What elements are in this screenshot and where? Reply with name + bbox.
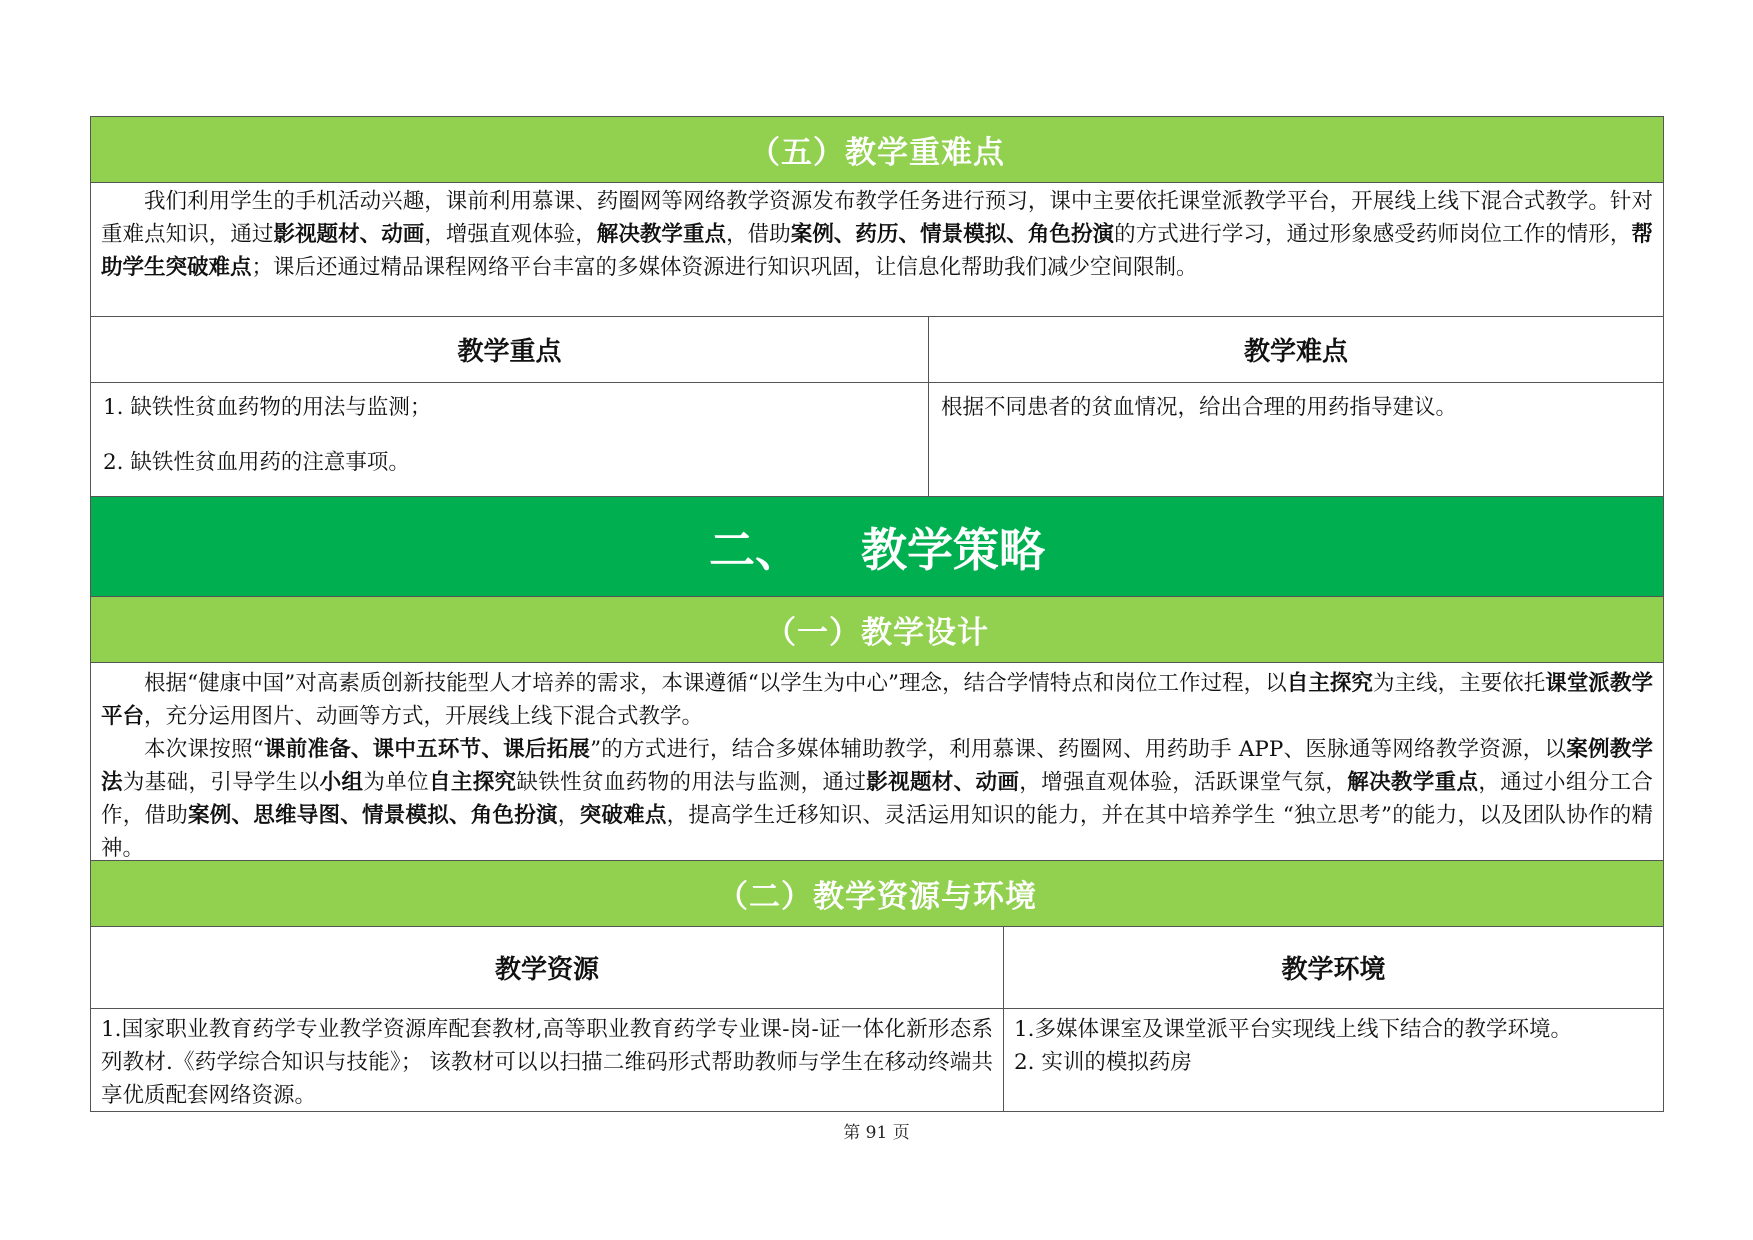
body-text: 为基础，引导学生以 [122, 770, 320, 795]
emphasis-text: 自主探究 [1286, 671, 1373, 696]
chapter2-title-bar [91, 497, 1663, 597]
section2-title-bar [91, 861, 1663, 927]
chapter2-title: 教学策略 [861, 522, 1045, 577]
environment-list [1004, 1009, 1663, 1111]
key-point-item: 1. 缺铁性贫血药物的用法与监测； [103, 395, 432, 420]
emphasis-text: 影视题材、动画 [273, 222, 425, 247]
chapter2-number: 二、 [709, 522, 801, 577]
environment-header: 教学环境 [1281, 955, 1386, 985]
body-text: ， [557, 803, 580, 828]
section1-title: （一）教学设计 [765, 615, 989, 651]
body-text: 本次课按照“ [144, 737, 264, 762]
environment-item: 1.多媒体课室及课堂派平台实现线上线下结合的教学环境。 [1014, 1017, 1573, 1042]
key-points-header: 教学重点 [91, 317, 929, 382]
body-text: 根据“健康中国”对高素质创新技能型人才培养的需求，本课遵循“以学生为中心”理念，结合学情特点和岗位工作过程，以 [144, 671, 1287, 696]
body-text: 我们利用学生的手机活动兴趣，课前利用慕课、药圈网等网络教学资源发布教学任务进行预习，课中主要依托课堂派教学平台，开展线上线下混合式教学。针对重难点知识，通过 [101, 189, 1653, 247]
section1-title-bar [91, 597, 1663, 663]
body-text: ，通过小组分工合作，借助 [101, 770, 1653, 828]
body-text: ，增强直观体验， [424, 222, 597, 247]
body-text: ，借助 [726, 222, 791, 247]
emphasis-text: 小组 [319, 770, 364, 795]
difficulty-text: 根据不同患者的贫血情况，给出合理的用药指导建议。 [941, 395, 1458, 420]
emphasis-text: 解决教学重点 [1347, 770, 1479, 795]
section5-column-headers [91, 317, 1663, 383]
body-text: ，提高学生迁移知识、灵活运用知识的能力，并在其中培养学生 “独立思考”的能力，以及团队协作的精神。 [101, 803, 1653, 861]
section5-intro-text [101, 185, 1653, 284]
section5-intro [91, 183, 1663, 317]
resources-text: 1.国家职业教育药学专业教学资源库配套教材,高等职业教育药学专业课-岗-证一体化新形态系列教材.《药学综合知识与技能》； 该教材可以以扫描二维码形式帮助教师与学生在移动终端共享优质配套网络资源。 [91, 1009, 1004, 1111]
environment-item: 2. 实训的模拟药房 [1014, 1050, 1192, 1075]
emphasis-text: 课前准备、课中五环节、课后拓展 [263, 737, 591, 762]
page-number: 第 91 页 [843, 1123, 910, 1143]
emphasis-text: 突破难点 [579, 803, 667, 828]
key-point-item: 2. 缺铁性贫血用药的注意事项。 [103, 450, 410, 475]
emphasis-text: 案例、思维导图、情景模拟、角色扮演 [188, 803, 558, 828]
body-text: ”的方式进行，结合多媒体辅助教学，利用慕课、药圈网、用药助手 APP、医脉通等网络教学资源，以 [590, 737, 1567, 762]
section1-body [91, 663, 1663, 861]
emphasis-text: 解决教学重点 [596, 222, 727, 247]
body-text: ，增强直观体验，活跃课堂气氛， [1019, 770, 1348, 795]
section5-content-row [91, 383, 1663, 497]
body-text: 缺铁性贫血药物的用法与监测，通过 [516, 770, 867, 795]
section1-paragraph-2 [101, 733, 1653, 865]
resources-header: 教学资源 [91, 927, 1004, 1008]
emphasis-text: 影视题材、动画 [866, 770, 1020, 795]
section5-title-bar [91, 117, 1663, 183]
content-table [90, 116, 1664, 1112]
emphasis-text: 案例、药历、情景模拟、角色扮演 [790, 222, 1115, 247]
section2-content-row [91, 1009, 1663, 1111]
emphasis-text: 帮助学生突破难点 [101, 222, 1653, 280]
body-text: 为主线，主要依托 [1372, 671, 1546, 696]
body-text: ；课后还通过精品课程网络平台丰富的多媒体资源进行知识巩固，让信息化帮助我们减少空间限制。 [251, 255, 1198, 280]
body-text: 为单位 [363, 770, 429, 795]
emphasis-text: 案例教学法 [101, 737, 1653, 795]
section5-title: （五）教学重难点 [749, 135, 1005, 171]
body-text: ，充分运用图片、动画等方式，开展线上线下混合式教学。 [144, 704, 704, 729]
emphasis-text: 自主探究 [428, 770, 517, 795]
emphasis-text: 课堂派教学平台 [101, 671, 1653, 729]
section2-column-headers [91, 927, 1663, 1009]
body-text: 的方式进行学习，通过形象感受药师岗位工作的情形， [1114, 222, 1632, 247]
key-points-list [91, 383, 929, 496]
section2-title: （二）教学资源与环境 [717, 879, 1037, 915]
section1-paragraph-1 [101, 667, 1653, 733]
difficulty-header: 教学难点 [1243, 337, 1348, 367]
